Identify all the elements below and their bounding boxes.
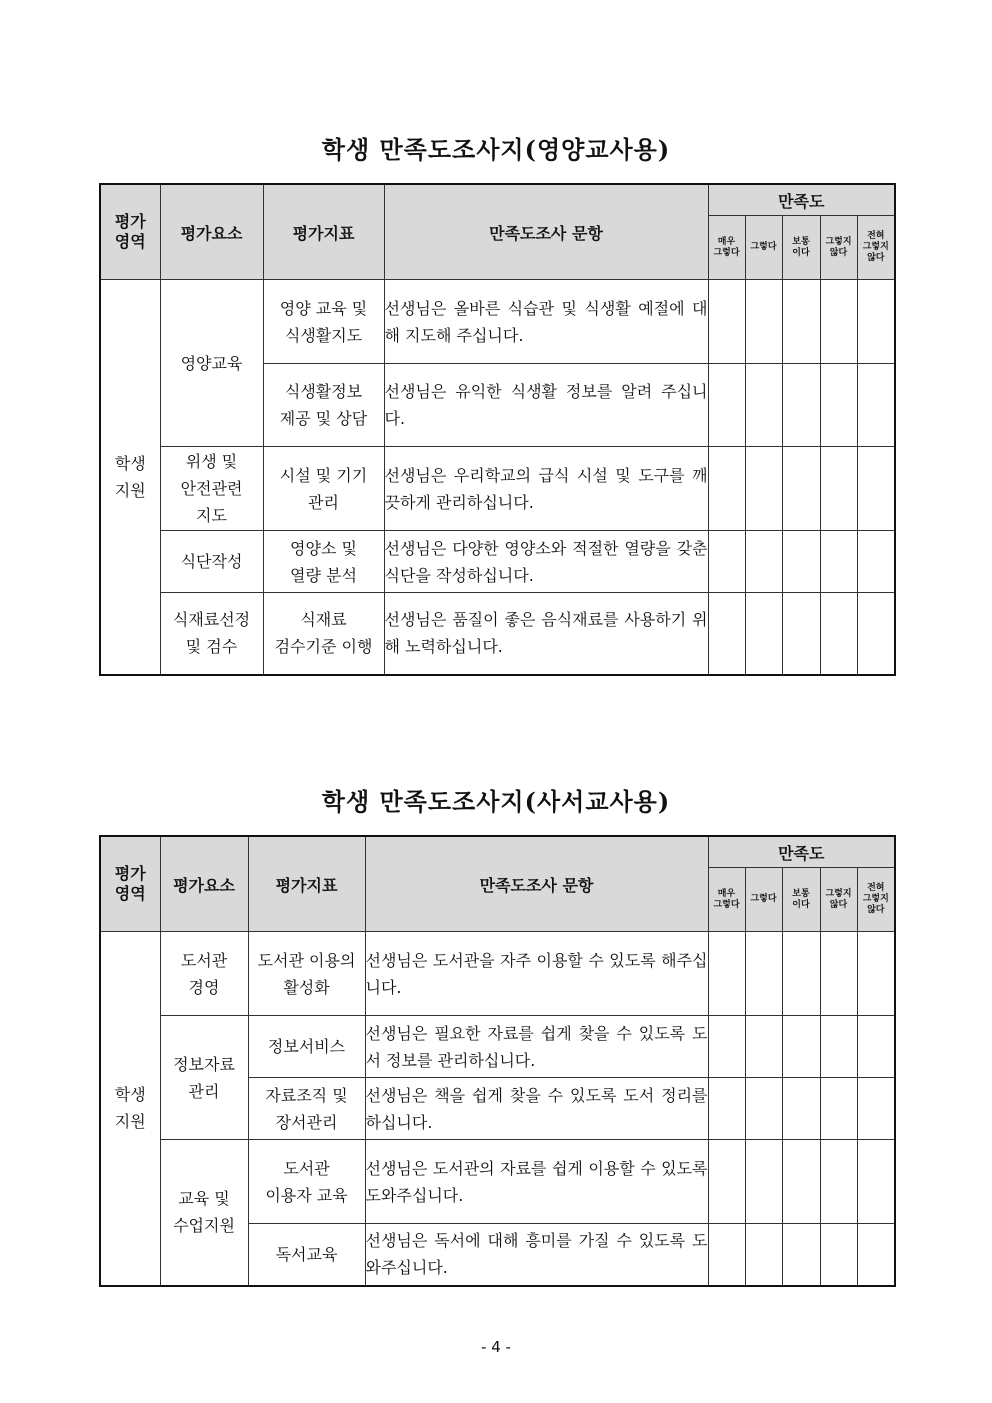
- rating-cell[interactable]: [857, 1016, 895, 1078]
- indicator-cell: 도서관 이용의 활성화: [248, 932, 365, 1016]
- option-agree: 그렇다: [745, 868, 782, 932]
- rating-cell[interactable]: [820, 280, 857, 364]
- rating-cell[interactable]: [820, 932, 857, 1016]
- rating-cell[interactable]: [782, 1224, 820, 1286]
- indicator-cell: 도서관 이용자 교육: [248, 1140, 365, 1224]
- header-question: 만족도조사 문항: [365, 836, 708, 932]
- header-element: 평가요소: [160, 836, 248, 932]
- area-cell: 학생 지원: [100, 280, 160, 675]
- rating-cell[interactable]: [820, 531, 857, 593]
- element-cell: 식재료선정 및 검수: [160, 593, 263, 675]
- page-number: - 4 -: [481, 1338, 511, 1356]
- rating-cell[interactable]: [820, 364, 857, 447]
- rating-cell[interactable]: [708, 447, 745, 531]
- survey2-title: 학생 만족도조사지(사서교사용): [321, 787, 671, 816]
- survey2-table: [99, 835, 896, 1287]
- header-area: 평가 영역: [100, 836, 160, 932]
- indicator-cell: 독서교육: [248, 1224, 365, 1286]
- rating-cell[interactable]: [782, 364, 820, 447]
- rating-cell[interactable]: [708, 1078, 745, 1140]
- question-cell: 선생님은 필요한 자료를 쉽게 찾을 수 있도록 도서 정보를 관리하십니다.: [365, 1016, 708, 1078]
- rating-cell[interactable]: [745, 1224, 782, 1286]
- option-agree: 그렇다: [745, 216, 782, 280]
- rating-cell[interactable]: [857, 531, 895, 593]
- header-element: 평가요소: [160, 184, 263, 280]
- rating-cell[interactable]: [820, 1078, 857, 1140]
- indicator-cell: 시설 및 기기 관리: [263, 447, 384, 531]
- question-cell: 선생님은 도서관의 자료를 쉽게 이용할 수 있도록 도와주십니다.: [365, 1140, 708, 1224]
- question-cell: 선생님은 유익한 식생활 정보를 알려 주십니다.: [384, 364, 708, 447]
- rating-cell[interactable]: [745, 447, 782, 531]
- rating-cell[interactable]: [782, 1016, 820, 1078]
- option-neutral: 보통 이다: [782, 868, 820, 932]
- rating-cell[interactable]: [782, 447, 820, 531]
- header-satisfaction: 만족도: [708, 836, 895, 868]
- rating-cell[interactable]: [745, 932, 782, 1016]
- element-cell: 영양교육: [160, 280, 263, 447]
- area-cell: 학생 지원: [100, 932, 160, 1286]
- element-cell: 도서관 경영: [160, 932, 248, 1016]
- option-strongly-disagree: 전혀 그렇지 않다: [857, 216, 895, 280]
- element-cell: 위생 및 안전관련 지도: [160, 447, 263, 531]
- header-indicator: 평가지표: [263, 184, 384, 280]
- question-cell: 선생님은 올바른 식습관 및 식생활 예절에 대해 지도해 주십니다.: [384, 280, 708, 364]
- element-cell: 정보자료 관리: [160, 1016, 248, 1140]
- option-neutral: 보통 이다: [782, 216, 820, 280]
- indicator-cell: 영양소 및 열량 분석: [263, 531, 384, 593]
- rating-cell[interactable]: [820, 1224, 857, 1286]
- option-disagree: 그렇지 않다: [820, 868, 857, 932]
- rating-cell[interactable]: [857, 593, 895, 675]
- question-cell: 선생님은 도서관을 자주 이용할 수 있도록 해주십니다.: [365, 932, 708, 1016]
- indicator-cell: 자료조직 및 장서관리: [248, 1078, 365, 1140]
- rating-cell[interactable]: [708, 1016, 745, 1078]
- rating-cell[interactable]: [857, 280, 895, 364]
- question-cell: 선생님은 다양한 영양소와 적절한 열량을 갖춘 식단을 작성하십니다.: [384, 531, 708, 593]
- rating-cell[interactable]: [745, 593, 782, 675]
- rating-cell[interactable]: [857, 364, 895, 447]
- option-very-agree: 매우 그렇다: [708, 868, 745, 932]
- rating-cell[interactable]: [708, 932, 745, 1016]
- question-cell: 선생님은 품질이 좋은 음식재료를 사용하기 위해 노력하십니다.: [384, 593, 708, 675]
- question-cell: 선생님은 우리학교의 급식 시설 및 도구를 깨끗하게 관리하십니다.: [384, 447, 708, 531]
- element-cell: 교육 및 수업지원: [160, 1140, 248, 1286]
- rating-cell[interactable]: [820, 1016, 857, 1078]
- indicator-cell: 정보서비스: [248, 1016, 365, 1078]
- rating-cell[interactable]: [820, 447, 857, 531]
- rating-cell[interactable]: [857, 932, 895, 1016]
- rating-cell[interactable]: [857, 1078, 895, 1140]
- rating-cell[interactable]: [820, 1140, 857, 1224]
- element-cell: 식단작성: [160, 531, 263, 593]
- rating-cell[interactable]: [708, 593, 745, 675]
- rating-cell[interactable]: [782, 531, 820, 593]
- header-question: 만족도조사 문항: [384, 184, 708, 280]
- rating-cell[interactable]: [708, 1224, 745, 1286]
- option-strongly-disagree: 전혀 그렇지 않다: [857, 868, 895, 932]
- rating-cell[interactable]: [745, 1016, 782, 1078]
- option-very-agree: 매우 그렇다: [708, 216, 745, 280]
- question-cell: 선생님은 독서에 대해 흥미를 가질 수 있도록 도와주십니다.: [365, 1224, 708, 1286]
- rating-cell[interactable]: [708, 364, 745, 447]
- rating-cell[interactable]: [782, 1078, 820, 1140]
- rating-cell[interactable]: [857, 1224, 895, 1286]
- survey1-table: [99, 183, 896, 676]
- rating-cell[interactable]: [745, 280, 782, 364]
- rating-cell[interactable]: [745, 364, 782, 447]
- indicator-cell: 식생활정보 제공 및 상담: [263, 364, 384, 447]
- indicator-cell: 식재료 검수기준 이행: [263, 593, 384, 675]
- rating-cell[interactable]: [708, 1140, 745, 1224]
- question-cell: 선생님은 책을 쉽게 찾을 수 있도록 도서 정리를 하십니다.: [365, 1078, 708, 1140]
- rating-cell[interactable]: [857, 1140, 895, 1224]
- rating-cell[interactable]: [782, 593, 820, 675]
- rating-cell[interactable]: [708, 531, 745, 593]
- rating-cell[interactable]: [745, 531, 782, 593]
- header-indicator: 평가지표: [248, 836, 365, 932]
- rating-cell[interactable]: [857, 447, 895, 531]
- indicator-cell: 영양 교육 및 식생활지도: [263, 280, 384, 364]
- rating-cell[interactable]: [820, 593, 857, 675]
- rating-cell[interactable]: [708, 280, 745, 364]
- rating-cell[interactable]: [745, 1140, 782, 1224]
- rating-cell[interactable]: [745, 1078, 782, 1140]
- header-area: 평가 영역: [100, 184, 160, 280]
- option-disagree: 그렇지 않다: [820, 216, 857, 280]
- header-satisfaction: 만족도: [708, 184, 895, 216]
- rating-cell[interactable]: [782, 280, 820, 364]
- rating-cell[interactable]: [782, 1140, 820, 1224]
- rating-cell[interactable]: [782, 932, 820, 1016]
- survey1-title: 학생 만족도조사지(영양교사용): [321, 135, 671, 164]
